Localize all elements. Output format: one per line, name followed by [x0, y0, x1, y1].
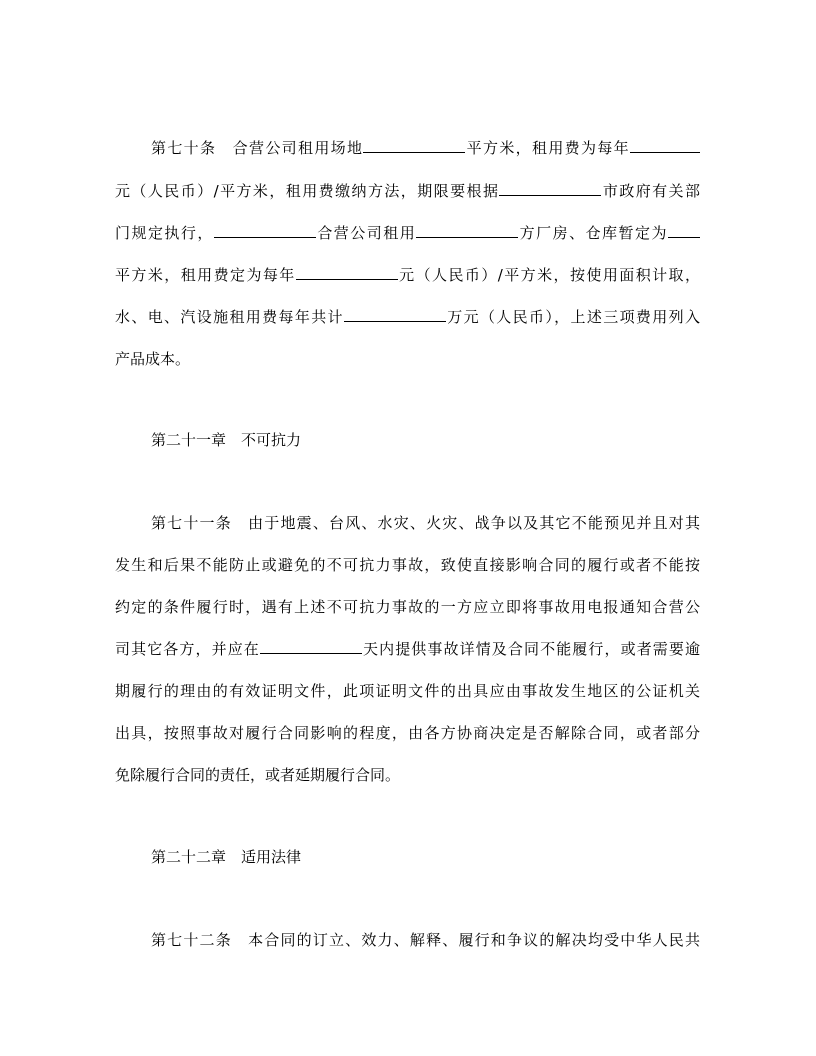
article-70-line-6	[115, 347, 700, 371]
article-71-text: 天内提供事故详情及合同不能履行，或者需要逾	[361, 640, 700, 658]
blank-field	[630, 137, 700, 153]
article-70-text: 门规定执行，	[115, 224, 214, 242]
article-71-text: 免除履行合同的责任，或者延期履行合同。	[115, 766, 401, 784]
article-70-text: 方厂房、仓库暂定为	[518, 224, 668, 242]
article-71-text: 出具，按照事故对履行合同影响的程度，由各方协商决定是否解除合同，或者部分	[115, 724, 700, 742]
article-71-text: 第七十一条 由于地震、台风、水灾、火灾、战争以及其它不能预见并且对其	[151, 514, 700, 532]
blank-field	[296, 264, 398, 280]
chapter-21-heading	[151, 428, 700, 452]
article-71-line-2	[115, 553, 700, 577]
article-71-line-5	[115, 679, 700, 703]
article-71-line-6	[115, 721, 700, 745]
blank-field	[499, 180, 601, 196]
article-72-text: 第七十二条 本合同的订立、效力、解释、履行和争议的解决均受中华人民共	[151, 931, 700, 949]
article-70-line-5	[115, 305, 700, 329]
article-71-line-4	[115, 637, 700, 661]
blank-field	[344, 306, 446, 322]
article-71-text: 期履行的理由的有效证明文件，此项证明文件的出具应由事故发生地区的公证机关	[115, 682, 700, 700]
article-70-text: 水、电、汽设施租用费每年共计	[115, 308, 344, 326]
article-70-text: 万元（人民币），上述三项费用列入	[445, 308, 700, 326]
article-70-text: 产品成本。	[115, 350, 191, 368]
article-70-line-3	[115, 221, 700, 245]
article-71-line-1	[151, 511, 700, 535]
chapter-22-heading	[151, 845, 700, 869]
chapter-heading-text: 第二十二章 适用法律	[151, 848, 302, 866]
article-72-line-1	[151, 928, 700, 952]
article-70-text: 平方米，租用费为每年	[465, 139, 630, 157]
article-70-line-4	[115, 263, 700, 287]
article-71-text: 发生和后果不能防止或避免的不可抗力事故，致使直接影响合同的履行或者不能按	[115, 556, 700, 574]
blank-field	[668, 222, 700, 238]
article-70-text: 合营公司租用	[315, 224, 417, 242]
blank-field	[416, 222, 518, 238]
article-71-text: 约定的条件履行时，遇有上述不可抗力事故的一方应立即将事故用电报通知合营公	[115, 598, 700, 616]
article-70-text: 平方米，租用费定为每年	[115, 266, 296, 284]
article-70-text: 第七十条 合营公司租用场地	[151, 139, 364, 157]
blank-field	[214, 222, 316, 238]
blank-field	[363, 137, 465, 153]
article-70-text: 市政府有关部	[601, 182, 700, 200]
article-71-line-7	[115, 763, 700, 787]
article-70-text: 元（人民币）/平方米，租用费缴纳方法，期限要根据	[115, 182, 500, 200]
blank-field	[260, 638, 362, 654]
article-71-line-3	[115, 595, 700, 619]
article-70-text: 元（人民币）/平方米，按使用面积计取，	[397, 266, 700, 284]
article-70-line-2	[115, 179, 700, 203]
article-70-line-1	[151, 136, 700, 160]
article-71-text: 司其它各方，并应在	[115, 640, 260, 658]
chapter-heading-text: 第二十一章 不可抗力	[151, 431, 302, 449]
